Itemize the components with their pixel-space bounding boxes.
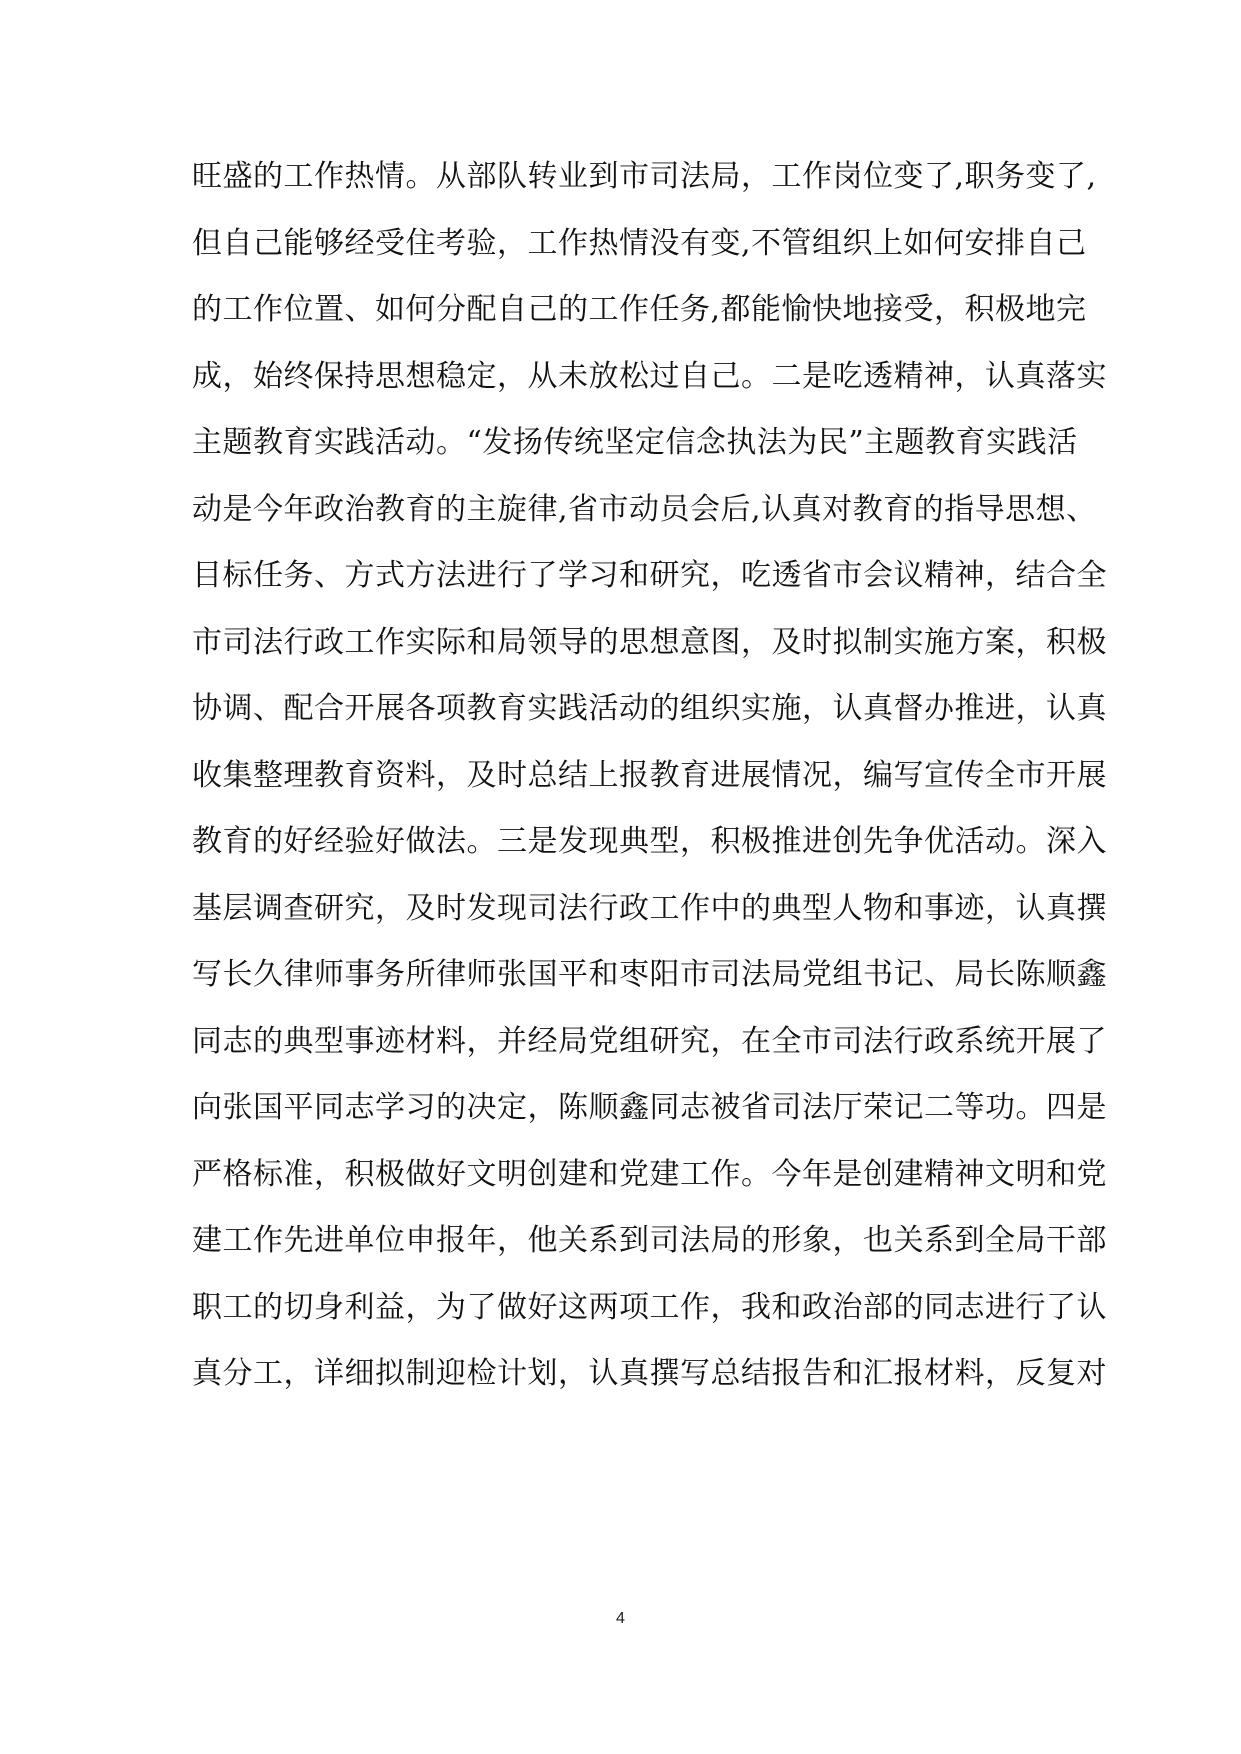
page-number: 4 xyxy=(616,1610,625,1627)
text-line: 写长久律师事务所律师张国平和枣阳市司法局党组书记、局长陈顺鑫 xyxy=(192,957,1107,992)
text-line: 动是今年政治教育的主旋律,省市动员会后,认真对教育的指导思想、 xyxy=(192,491,1097,527)
text-line: 职工的切身利益，为了做好这两项工作，我和政治部的同志进行了认 xyxy=(192,1289,1107,1325)
text-line: 主题教育实践活动。“发扬传统坚定信念执法为民”主题教育实践活 xyxy=(192,425,1078,460)
text-line: 但自己能够经受住考验，工作热情没有变,不管组织上如何安排自己 xyxy=(192,225,1087,261)
body-text xyxy=(192,144,1107,1408)
text-line: 严格标准，积极做好文明创建和党建工作。今年是创建精神文明和党 xyxy=(192,1156,1107,1192)
text-line: 收集整理教育资料，及时总结上报教育进展情况，编写宣传全市开展 xyxy=(192,757,1107,793)
text-line: 目标任务、方式方法进行了学习和研究，吃透省市会议精神，结合全 xyxy=(192,558,1107,593)
text-line: 协调、配合开展各项教育实践活动的组织实施，认真督办推进，认真 xyxy=(192,691,1107,726)
text-line: 基层调查研究，及时发现司法行政工作中的典型人物和事迹，认真撰 xyxy=(192,890,1107,926)
text-line: 同志的典型事迹材料，并经局党组研究，在全市司法行政系统开展了 xyxy=(192,1023,1107,1059)
text-line: 市司法行政工作实际和局领导的思想意图，及时拟制实施方案，积极 xyxy=(192,624,1107,660)
text-line: 真分工，详细拟制迎检计划，认真撰写总结报告和汇报材料，反复对 xyxy=(192,1356,1107,1391)
text-line: 旺盛的工作热情。从部队转业到市司法局，工作岗位变了,职务变了, xyxy=(192,159,1097,194)
text-line: 的工作位置、如何分配自己的工作任务,都能愉快地接受，积极地完 xyxy=(192,292,1087,327)
text-line: 建工作先进单位申报年，他关系到司法局的形象，也关系到全局干部 xyxy=(192,1223,1107,1258)
text-line: 教育的好经验好做法。三是发现典型，积极推进创先争优活动。深入 xyxy=(192,824,1107,859)
text-line: 向张国平同志学习的决定，陈顺鑫同志被省司法厅荣记二等功。四是 xyxy=(192,1090,1107,1125)
text-line: 成，始终保持思想稳定，从未放松过自己。二是吃透精神，认真落实 xyxy=(192,358,1107,394)
